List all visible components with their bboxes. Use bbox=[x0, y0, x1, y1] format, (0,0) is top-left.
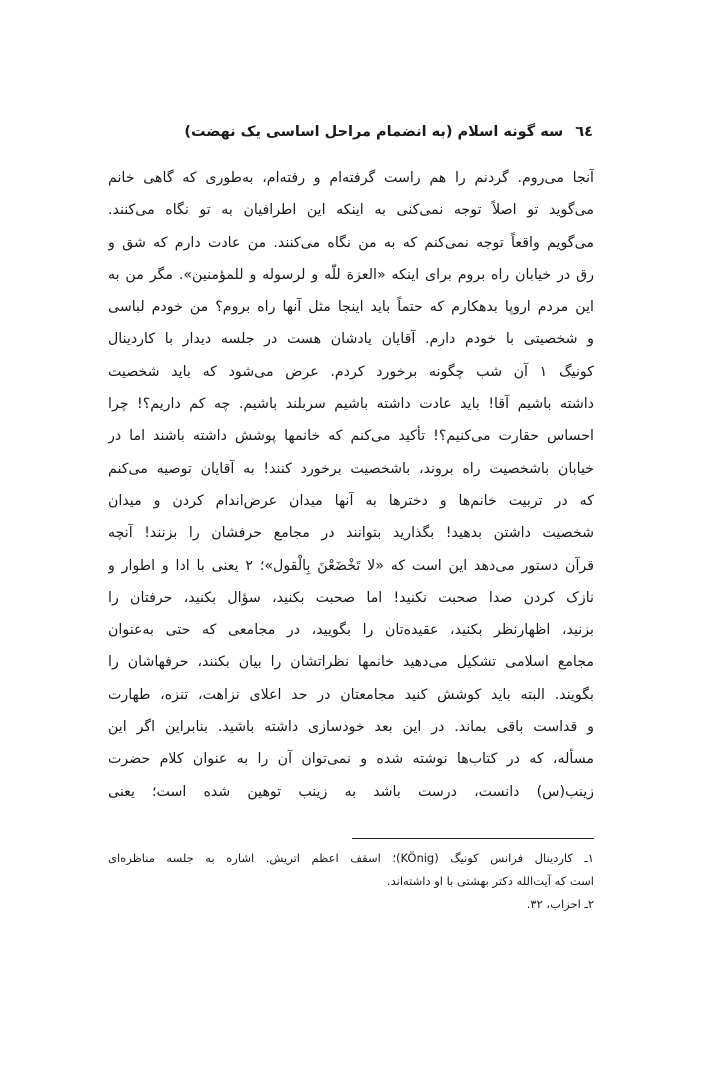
running-header bbox=[110, 118, 593, 146]
text-line: شخصیت داشتن بدهید! بگذارید بتوانند در مجامع حرفشان را بزنند! آنچه bbox=[108, 525, 594, 542]
running-title: سه گونه اسلام (به انضمام مراحل اساسی یک نهضت) bbox=[184, 124, 564, 140]
footnote-line: ۲ـ احزاب، ۳۲. bbox=[526, 897, 594, 911]
text-line: می‌گوید تو اصلاً توجه نمی‌کنی به اینکه این اطرافیان به تو نگاه می‌کنند. bbox=[108, 202, 594, 219]
text-line: که در تربیت خانم‌ها و دخترها به آنها میدان عرض‌اندام کردن و میدان bbox=[108, 492, 594, 509]
page-number: ٦٤ bbox=[575, 124, 593, 140]
footnote-divider bbox=[352, 838, 594, 839]
text-line: احساس حقارت می‌کنیم؟! تأکید می‌کنم که خانمها پوشش داشته باشند اما در bbox=[108, 428, 594, 445]
text-line: و شخصیتی با خودم دارم. آقایان یادشان هست در جلسه دیدار با کاردینال bbox=[108, 331, 594, 348]
text-line: مسأله، که در کتاب‌ها نوشته شده و نمی‌توان آن را به عنوان کلام حضرت bbox=[108, 751, 594, 768]
text-line: زینب(س) دانست، درست باشد به زینب توهین شده است؛ یعنی bbox=[108, 783, 594, 800]
text-line: مجامع اسلامی تشکیل می‌دهید خانمها نظراتشان را بیان بکنند، حرفهاشان را bbox=[108, 654, 594, 671]
text-line: بزنید، اظهارنظر بکنید، عقیده‌تان را بگویید، در مجامعی که حتی به‌عنوان bbox=[108, 622, 594, 639]
text-line: رق در خیابان راه بروم برای اینکه «العزة للّه و لرسوله و للمؤمنین». مگر من به bbox=[108, 266, 594, 283]
text-line: داشته باشیم آقا! باید عادت داشته باشیم سربلند باشیم. چه کم داریم؟! چرا bbox=[108, 396, 594, 413]
body-text bbox=[108, 162, 594, 808]
footnote-line: است که آیت‌الله دکتر بهشتی با او داشته‌اند. bbox=[386, 874, 594, 888]
text-line: این مردم اروپا بدهکارم که حتماً باید اینجا مثل آنها راه بروم؟ من خودم لباسی bbox=[108, 299, 594, 316]
text-line: بگویند. البته باید کوشش کنید مجامعتان در حد اعلای نزاهت، تنزه، طهارت bbox=[108, 686, 594, 703]
text-line: نازک کردن صدا صحبت نکنید! اما صحبت بکنید، سؤال بکنید، حرفتان را bbox=[108, 589, 594, 606]
footnote-line: ۱ـ کاردینال فرانس کونیگ (KÖnig)؛ اسقف اعظم اتریش. اشاره به جلسه مناظره‌ای bbox=[108, 851, 594, 865]
text-line: می‌گویم واقعاً توجه نمی‌کنم که به من نگاه می‌کنند. من عادت دارم که شق و bbox=[108, 234, 594, 251]
footnotes bbox=[108, 847, 594, 916]
text-line: کونیگ ۱ آن شب چگونه برخورد کردم. عرض می‌شود که باید شخصیت bbox=[108, 363, 594, 380]
text-line: و قداست باقی بماند. در این بعد خودسازی داشته باشید. بنابراین اگر این bbox=[108, 719, 594, 736]
text-line: خیابان باشخصیت راه بروند، باشخصیت برخورد کنند! به آقایان توصیه می‌کنم bbox=[108, 460, 594, 477]
text-line: قرآن دستور می‌دهد این است که «لا تَخْضَعْنَ بِالْقول»؛ ۲ یعنی با ادا و اطوار و bbox=[108, 557, 594, 574]
text-line: آنجا می‌روم. گردنم را هم راست گرفته‌ام و رفته‌ام، به‌طوری که گاهی خانم bbox=[108, 170, 594, 186]
